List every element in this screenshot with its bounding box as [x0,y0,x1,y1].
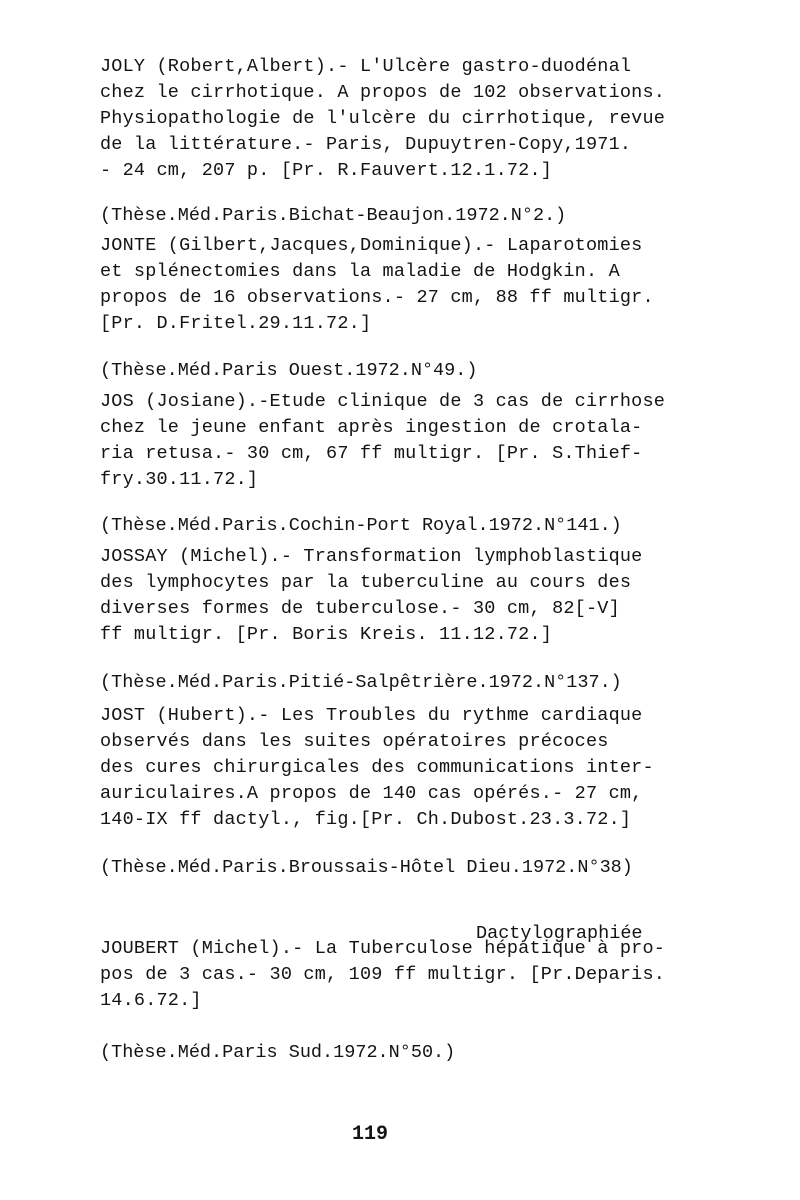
thesis-jonte: (Thèse.Méd.Paris Ouest.1972.N°49.) [100,360,478,381]
entry-joubert: JOUBERT (Michel).- La Tuberculose hépatique à pro- pos de 3 cas.- 30 cm, 109 ff multigr. [Pr.Deparis. 14.6.72.] [100,938,666,1011]
entry-joly: JOLY (Robert,Albert).- L'Ulcère gastro-duodénal chez le cirrhotique. A propos de 102 observations. Physiopathologie de l'ulcère du cirrhotique, revue de la littérature.- Paris, Dupuytren-Copy,1971. - 24 cm, 207 p. [Pr. R.Fauvert.12.1.72.] [100,56,666,181]
entry-jossay: JOSSAY (Michel).- Transformation lymphoblastique des lymphocytes par la tuberculine au cours des diverses formes de tuberculose.- 30 cm, 82[-V] ff multigr. [Pr. Boris Kreis. 11.12.72.] [100,546,643,645]
thesis-jossay: (Thèse.Méd.Paris.Pitié-Salpêtrière.1972.N°137.) [100,672,622,693]
page-number: 119 [352,1123,389,1146]
thesis-joly: (Thèse.Méd.Paris.Bichat-Beaujon.1972.N°2.) [100,205,567,226]
typescript-note: Dactylographiée [476,922,643,944]
entry-jos: JOS (Josiane).-Etude clinique de 3 cas de cirrhose chez le jeune enfant après ingestion de crotala- ria retusa.- 30 cm, 67 ff multigr. [Pr. S.Thief- fry.30.11.72.] [100,391,666,490]
thesis-jost: (Thèse.Méd.Paris.Broussais-Hôtel Dieu.1972.N°38) [100,857,633,878]
thesis-joubert: (Thèse.Méd.Paris Sud.1972.N°50.) [100,1042,456,1063]
thesis-jos: (Thèse.Méd.Paris.Cochin-Port Royal.1972.N°141.) [100,515,622,536]
entry-jonte: JONTE (Gilbert,Jacques,Dominique).- Laparotomies et splénectomies dans la maladie de Hodgkin. A propos de 16 observations.- 27 cm, 88 ff multigr. [Pr. D.Fritel.29.11.72.] [100,235,654,334]
entry-jost: JOST (Hubert).- Les Troubles du rythme cardiaque observés dans les suites opératoires précoces des cures chirurgicales des communications inter- auriculaires.A propos de 140 cas opérés.- 27 cm, 140-IX ff dactyl., fig.[Pr. Ch.Dubost.23.3.72.] [100,705,654,830]
